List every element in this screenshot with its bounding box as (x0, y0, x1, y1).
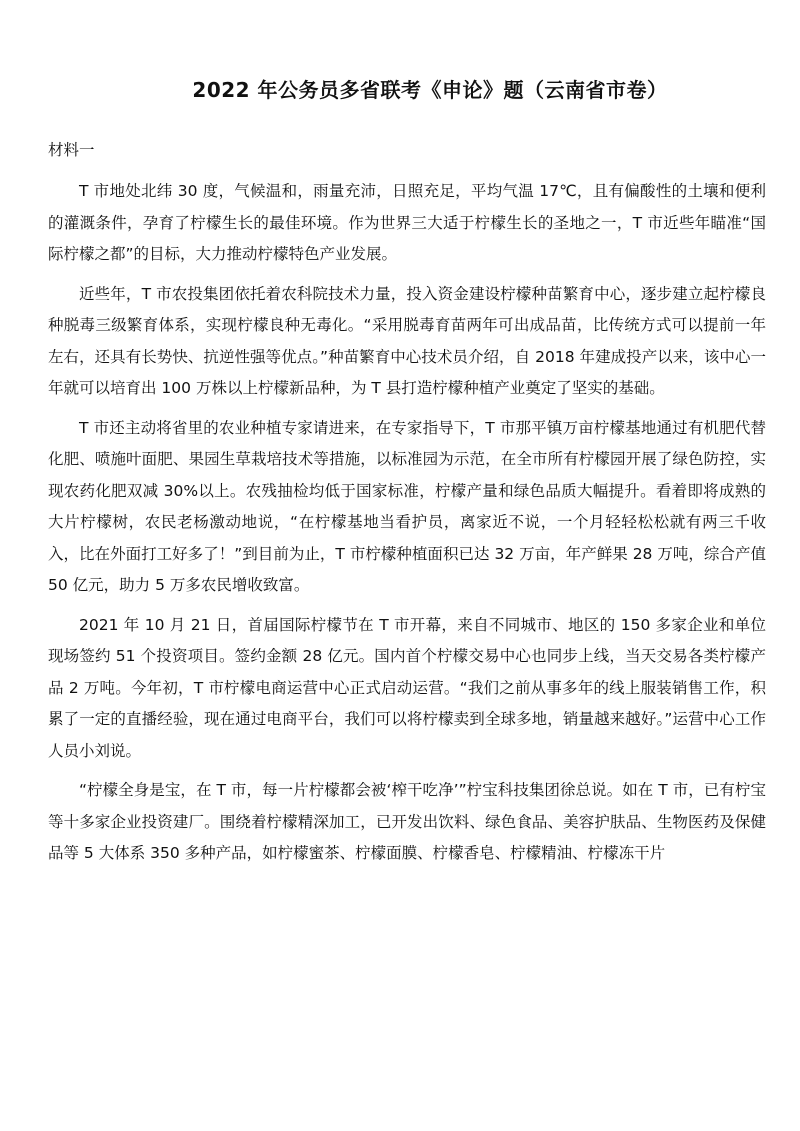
paragraph: 近些年，T 市农投集团依托着农科院技术力量，投入资金建设柠檬种苗繁育中心，逐步建立起柠檬良种脱毒三级繁育体系，实现柠檬良种无毒化。“采用脱毒育苗两年可出成品苗，比传统方式可以提前一年左右，还具有长势快、抗逆性强等优点。”种苗繁育中心技术员介绍，自 2018 年建成投产以来，该中心一年就可以培育出 100 万株以上柠檬新品种，为 T 县打造柠檬种植产业奠定了坚实的基础。 (48, 284, 766, 397)
paragraph: “柠檬全身是宝，在 T 市，每一片柠檬都会被‘榨干吃净’”柠宝科技集团徐总说。如在 T 市，已有柠宝等十多家企业投资建厂。围绕着柠檬精深加工，已开发出饮料、绿色食品、美容护肤品、生物医药及保健品等 5 大体系 350 多种产品，如柠檬蜜茶、柠檬面膜、柠檬香皂、柠檬精油、柠檬冻干片 (48, 781, 766, 862)
body-text (48, 176, 766, 878)
document-title: 2022 年公务员多省联考《申论》题（云南省市卷） (192, 78, 668, 102)
paragraph: T 市还主动将省里的农业种植专家请进来，在专家指导下，T 市那平镇万亩柠檬基地通过有机肥代替化肥、喷施叶面肥、果园生草栽培技术等措施，以标准园为示范，在全市所有柠檬园开展了绿色防控，实现农药化肥双减 30%以上。农残抽检均低于国家标准，柠檬产量和绿色品质大幅提升。看着即将成熟的大片柠檬树，农民老杨激动地说，“在柠檬基地当看护员，离家近不说，一个月轻轻松松就有两三千收入，比在外面打工好多了！”到目前为止，T 市柠檬种植面积已达 32 万亩，年产鲜果 28 万吨，综合产值 50 亿元，助力 5 万多农民增收致富。 (48, 418, 766, 594)
paragraph: 2021 年 10 月 21 日，首届国际柠檬节在 T 市开幕，来自不同城市、地区的 150 多家企业和单位现场签约 51 个投资项目。签约金额 28 亿元。国内首个柠檬交易中心也同步上线，当天交易各类柠檬产品 2 万吨。今年初，T 市柠檬电商运营中心正式启动运营。“我们之前从事多年的线上服装销售工作，积累了一定的直播经验，现在通过电商平台，我们可以将柠檬卖到全球多地，销量越来越好。”运营中心工作人员小刘说。 (48, 615, 766, 760)
section-label: 材料一 (48, 141, 95, 159)
paragraph: T 市地处北纬 30 度，气候温和，雨量充沛，日照充足，平均气温 17℃，且有偏酸性的土壤和便利的灌溉条件，孕育了柠檬生长的最佳环境。作为世界三大适于柠檬生长的圣地之一，T 市近些年瞄准“国际柠檬之都”的目标，大力推动柠檬特色产业发展。 (48, 182, 766, 263)
